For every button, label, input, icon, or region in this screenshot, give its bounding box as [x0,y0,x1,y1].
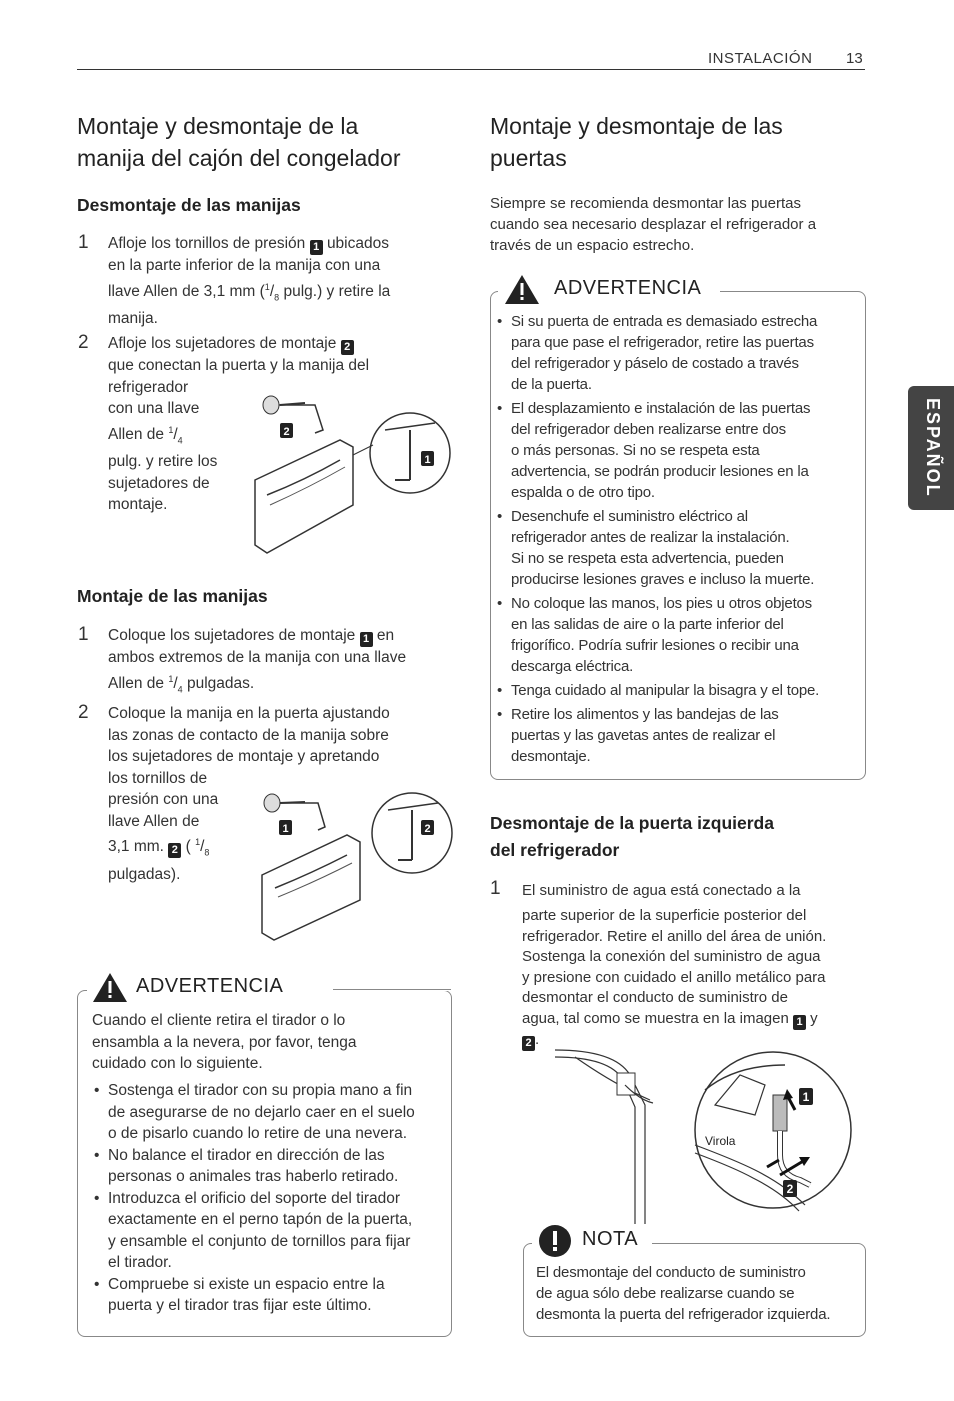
step-number: 1 [490,878,501,899]
badge-2: 2 [168,843,181,858]
warning-triangle-icon [504,274,544,306]
list-item: • Desenchufe el suministro eléctrico al refrigerador antes de realizar la instalación. Si no se respeta esta advertencia, pueden producirse lesiones graves e incluso la muerte. [493,506,865,590]
page-number: 13 [846,50,863,67]
step-number: 2 [78,702,89,723]
svg-text:2: 2 [424,823,431,835]
handle-mounting-illustration [250,775,460,945]
badge-1: 1 [793,1015,806,1030]
doors-intro: Siempre se recomienda desmontar las puertas cuando sea necesario desplazar el refrigerador a través de un espacio estrecho. [490,195,817,254]
note-header [532,1224,652,1258]
warning-list [90,1080,450,1317]
badge-2: 2 [522,1036,535,1051]
warning-header [498,274,720,308]
list-item: • Compruebe si existe un espacio entre la puerta y el tirador tras fijar este último. [90,1274,450,1317]
svg-text:1: 1 [424,454,431,466]
badge-1: 1 [310,240,323,255]
warning-header [87,972,337,1008]
right-title-line1: Montaje y desmontaje de las [490,113,783,139]
remove-step2: Afloje los sujetadores de montaje 2 que conectan la puerta y la manija del refrigerador con una llave Allen de $^1/_4$ pulg. y retire los sujetadores de montaje. [108,335,370,514]
left-door-heading-line2: del refrigerador [490,840,620,860]
mount-step1: Coloque los sujetadores de montaje 1 en ambos extremos de la manija con una llave Allen de $^1/_4$ pulgadas. [108,627,407,694]
right-title-line2: puertas [490,145,567,171]
step-number: 2 [78,332,89,353]
handle-removal-illustration [245,385,455,560]
warning-title: ADVERTENCIA [550,277,709,300]
svg-text:2: 2 [283,426,290,438]
remove-handles-heading: Desmontaje de las manijas [77,195,301,215]
water-line-illustration [555,1045,855,1245]
svg-text:2: 2 [786,1182,794,1196]
svg-text:1: 1 [282,823,289,835]
warning-list [493,311,865,767]
language-tab-label: ESPAÑOL [923,398,943,498]
note-title: NOTA [578,1228,646,1251]
badge-1: 1 [360,632,373,647]
mount-handles-heading: Montaje de las manijas [77,586,268,606]
list-item: • Introduzca el orificio del soporte del tirador exactamente en el perno tapón de la puerta, y ensamble el conjunto de tornillos para fijar el tirador. [90,1188,450,1274]
badge-2: 2 [341,340,354,355]
step-number: 1 [78,624,89,645]
list-item: • Tenga cuidado al manipular la bisagra y el tope. [493,680,865,701]
list-item: • No balance el tirador en dirección de las personas o animales tras haberlo retirado. [90,1145,450,1188]
list-item: • El desplazamiento e instalación de las puertas del refrigerador deben realizarse entre dos o más personas. Si no se respeta esta advertencia, se podrán producir lesiones en la espalda o de otro tipo. [493,398,865,503]
left-title-line1: Montaje y desmontaje de la [77,113,359,139]
mount-step2: Coloque la manija en la puerta ajustando las zonas de contacto de la manija sobre los sujetadores de montaje y apretando los tornillos de presión con una llave Allen de 3,1 mm. 2 ( $^1/_8$ pulgadas). [108,705,390,883]
exclamation-circle-icon [538,1224,572,1258]
ferrule-label: Virola [705,1134,736,1148]
note-text: El desmontaje del conducto de suministro de agua sólo debe realizarse cuando se desmonta la puerta del refrigerador izquierda. [536,1264,831,1323]
remove-step1: Afloje los tornillos de presión 1 ubicados en la parte inferior de la manija con una llave Allen de 3,1 mm ($^1/_8$ pulg.) y retire la manija. [108,235,391,328]
header-rule [77,69,865,70]
list-item: • Si su puerta de entrada es demasiado estrecha para que pase el refrigerador, retire las puertas del refrigerador y páselo de costado a través de la puerta. [493,311,865,395]
left-title-line2: manija del cajón del congelador [77,145,401,171]
warning-intro: Cuando el cliente retira el tirador o lo ensambla a la nevera, por favor, tenga cuidado con lo siguiente. [92,1012,357,1072]
left-door-step1: El suministro de agua está conectado a la parte superior de la superficie posterior del refrigerador. Retire el anillo del área de unión. Sostenga la conexión del suministro de agua y presione con cuidado el anillo metálico para desmontar el conducto de suministro de agua, tal como se muestra en la imagen 1 y 2 . [522,882,827,1049]
left-door-heading-line1: Desmontaje de la puerta izquierda [490,813,774,833]
list-item: • No coloque las manos, los pies u otros objetos en las salidas de aire o la parte inferior del frigorífico. Podría sufrir lesiones o recibir una descarga eléctrica. [493,593,865,677]
list-item: • Sostenga el tirador con su propia mano a fin de asegurarse de no dejarlo caer en el suelo o de pisarlo cuando lo retire de una nevera. [90,1080,450,1145]
step-number: 1 [78,232,89,253]
warning-triangle-icon [92,972,132,1004]
svg-text:1: 1 [802,1090,810,1104]
header-section: INSTALACIÓN [708,50,813,67]
list-item: • Retire los alimentos y las bandejas de las puertas y las gavetas antes de realizar el desmontaje. [493,704,865,767]
warning-title: ADVERTENCIA [132,975,291,998]
language-tab [908,386,954,510]
